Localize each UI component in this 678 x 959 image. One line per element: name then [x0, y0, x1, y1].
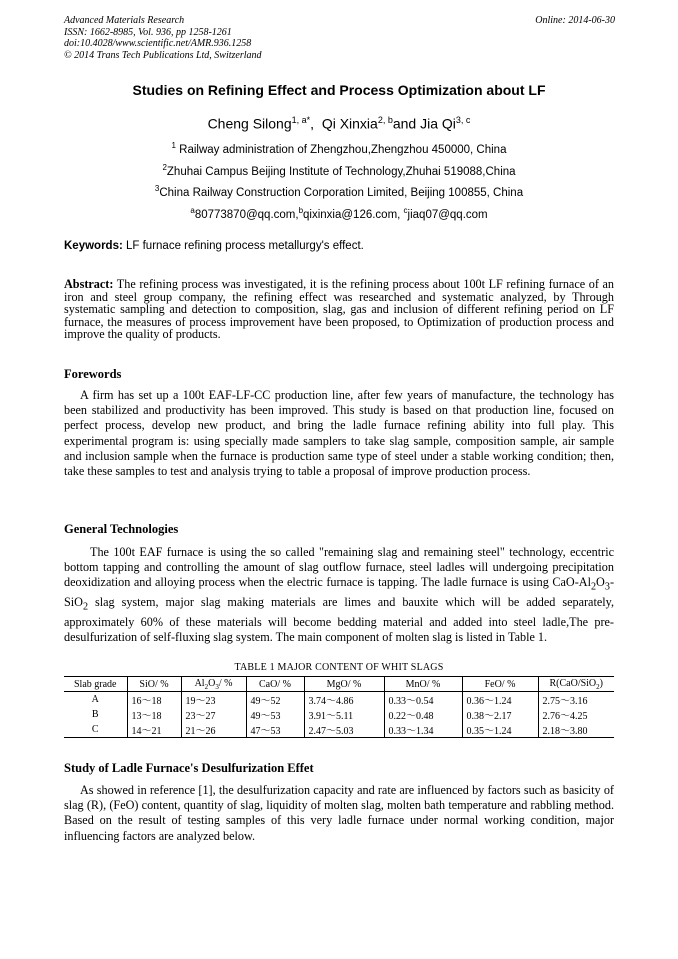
copyright-line: © 2014 Trans Tech Publications Ltd, Switzerland [64, 49, 262, 61]
cell-mno: 0.33～0.54 [384, 692, 462, 708]
col-sio: SiO/ % [127, 677, 181, 692]
general-text-2: O [596, 575, 605, 590]
general-sub-3: 2 [82, 601, 89, 613]
table-header-row [64, 677, 614, 692]
col-cao: CaO/ % [246, 677, 304, 692]
abstract-text: The refining process was investigated, it is the refining process about 100t LF refining furnace of an iron and steel group company, the refining effect was researched and systematic analyzed, by Through systematic sampling and detection to composition, slag, gas and inclusion of different refining period on LF furnace, the measures of process improvement have been proposed, to Optimization of production process and improve the quality of products. [64, 277, 614, 342]
author-2-sup: 2, b [377, 115, 393, 125]
cell-sio: 13～18 [127, 707, 181, 722]
col-basicity: R(CaO/SiO$_2$) [538, 677, 614, 692]
author-3: and Jia Qi [392, 115, 456, 132]
cell-cao: 49～53 [246, 707, 304, 722]
doi-line[interactable]: doi:10.4028/www.scientific.net/AMR.936.1258 [64, 38, 252, 49]
table-row [64, 692, 614, 708]
cell-grade: B [91, 709, 99, 720]
journal-name: Advanced Materials Research [64, 15, 185, 26]
slag-content-table [64, 676, 614, 738]
table-row [64, 707, 614, 722]
keywords-text: LF furnace refining process metallurgy's effect. [122, 240, 364, 252]
general-sub-1: 2 [590, 581, 597, 593]
author-1: Cheng Silong [207, 115, 292, 132]
col-mno: MnO/ % [384, 677, 462, 692]
keywords [64, 240, 364, 252]
general-heading: General Technologies [64, 522, 179, 536]
col-slab-grade: Slab grade [74, 678, 117, 690]
ladle-text: As showed in reference [1], the desulfurization capacity and rate are influenced by factors such as basicity of slag (R), (FeO) content, quantity of slag, liquidity of molten slag, molten bath temperature and rabbling method. Based on the result of testing samples of this very ladle furnace under normal working condition, major influencing factors are analyzed below. [64, 783, 614, 843]
general-text-1: The 100t EAF furnace is using the so called "remaining slag and remaining steel" technology, eccentric bottom tapping and controlling the amount of slag outflow furnace, steel ladles will undergoing precipitation deoxidization and alloying process when the electric furnace is tapping. The ladle furnace is using CaO-Al [64, 545, 614, 590]
email-c-sup: c [403, 206, 408, 215]
table-caption: TABLE 1 MAJOR CONTENT OF WHIT SLAGS [234, 662, 444, 673]
email-b[interactable]: qixinxia@126.com, [303, 208, 404, 221]
cell-mno: 0.22～0.48 [384, 707, 462, 722]
cell-al2o3: 21～26 [181, 722, 246, 738]
forewords-text: A firm has set up a 100t EAF-LF-CC production line, after few years of manufacture, the technology has been stabilized and productivity has been improved. This study is based on that production line, focused on perfect process, develop new product, and bring the ladle furnace refining ability into full play. This experimental program is: using specially made samplers to take slag sample, composition sample, air sample and inclusion sample when the furnace is production same type of steel under a stable working condition; then, take these samples to test and analysis trying to table a proposal of improve production process. [64, 388, 614, 479]
general-text-3: -SiO [64, 575, 614, 610]
abstract-label: Abstract: [64, 277, 114, 291]
cell-basicity: 2.18～3.80 [538, 722, 614, 738]
col-mgo: MgO/ % [304, 677, 384, 692]
aff-2-sup: 2 [162, 163, 167, 172]
cell-mgo: 2.47～5.03 [304, 722, 384, 738]
cell-feo: 0.38～2.17 [462, 707, 538, 722]
forewords-heading: Forewords [64, 367, 122, 381]
cell-mno: 0.33～1.34 [384, 722, 462, 738]
cell-feo: 0.35～1.24 [462, 722, 538, 738]
author-3-sup: 3, c [455, 115, 471, 125]
general-text-4: slag system, major slag making materials are limes and bauxite which will be added separately, approximately 60% of these materials will become bedding material and added into steel ladle,The pre-desulfurization of self-fluxing slag system. The main component of molten slag is listed in Table 1. [64, 595, 614, 644]
affiliation-3 [0, 184, 678, 199]
cell-mgo: 3.91～5.11 [304, 707, 384, 722]
author-1-sup: 1, a* [291, 115, 311, 125]
aff-3-text: China Railway Construction Corporation Limited, Beijing 100855, China [159, 186, 524, 199]
affiliation-1 [0, 141, 678, 156]
email-a-sup: a [190, 206, 195, 215]
cell-grade: C [91, 724, 99, 735]
ladle-heading: Study of Ladle Furnace's Desulfurization Effet [64, 761, 314, 775]
aff-1-text: Railway administration of Zhengzhou,Zhengzhou 450000, China [179, 143, 507, 156]
table-row [64, 722, 614, 738]
cell-grade: A [91, 694, 99, 705]
author-2: Qi Xinxia [321, 115, 378, 132]
affiliation-2 [0, 163, 678, 178]
email-line [0, 206, 678, 221]
general-text [64, 545, 614, 645]
paper-title: Studies on Refining Effect and Process Optimization about LF [132, 82, 546, 98]
general-sub-2: 3 [604, 581, 610, 593]
cell-cao: 49～52 [246, 692, 304, 708]
cell-sio: 16～18 [127, 692, 181, 708]
cell-feo: 0.36～1.24 [462, 692, 538, 708]
cell-mgo: 3.74～4.86 [304, 692, 384, 708]
cell-sio: 14～21 [127, 722, 181, 738]
email-b-sup: b [298, 206, 304, 215]
issn-line: ISSN: 1662-8985, Vol. 936, pp 1258-1261 [64, 26, 232, 38]
cell-cao: 47～53 [246, 722, 304, 738]
cell-basicity: 2.75～3.16 [538, 692, 614, 708]
col-feo: FeO/ % [462, 677, 538, 692]
email-a[interactable]: 80773870@qq.com, [194, 208, 299, 221]
col-al2o3: $Al_2O_3/$ % [181, 677, 246, 692]
aff-2-text: Zhuhai Campus Beijing Institute of Technology,Zhuhai 519088,China [166, 165, 516, 178]
email-c[interactable]: jiaq07@qq.com [407, 208, 488, 221]
online-date: Online: 2014-06-30 [535, 15, 615, 26]
aff-1-sup: 1 [171, 141, 176, 150]
cell-al2o3: 23～27 [181, 707, 246, 722]
cell-al2o3: 19～23 [181, 692, 246, 708]
cell-basicity: 2.76～4.25 [538, 707, 614, 722]
keywords-label: Keywords: [64, 240, 123, 252]
journal-header [64, 15, 262, 61]
author-line: Cheng Silong$^{1, a*}$, Qi Xinxia$^{2, b}$and Jia Qi$^{3, c}$ [207, 115, 471, 132]
abstract [64, 278, 614, 341]
aff-3-sup: 3 [154, 184, 160, 193]
